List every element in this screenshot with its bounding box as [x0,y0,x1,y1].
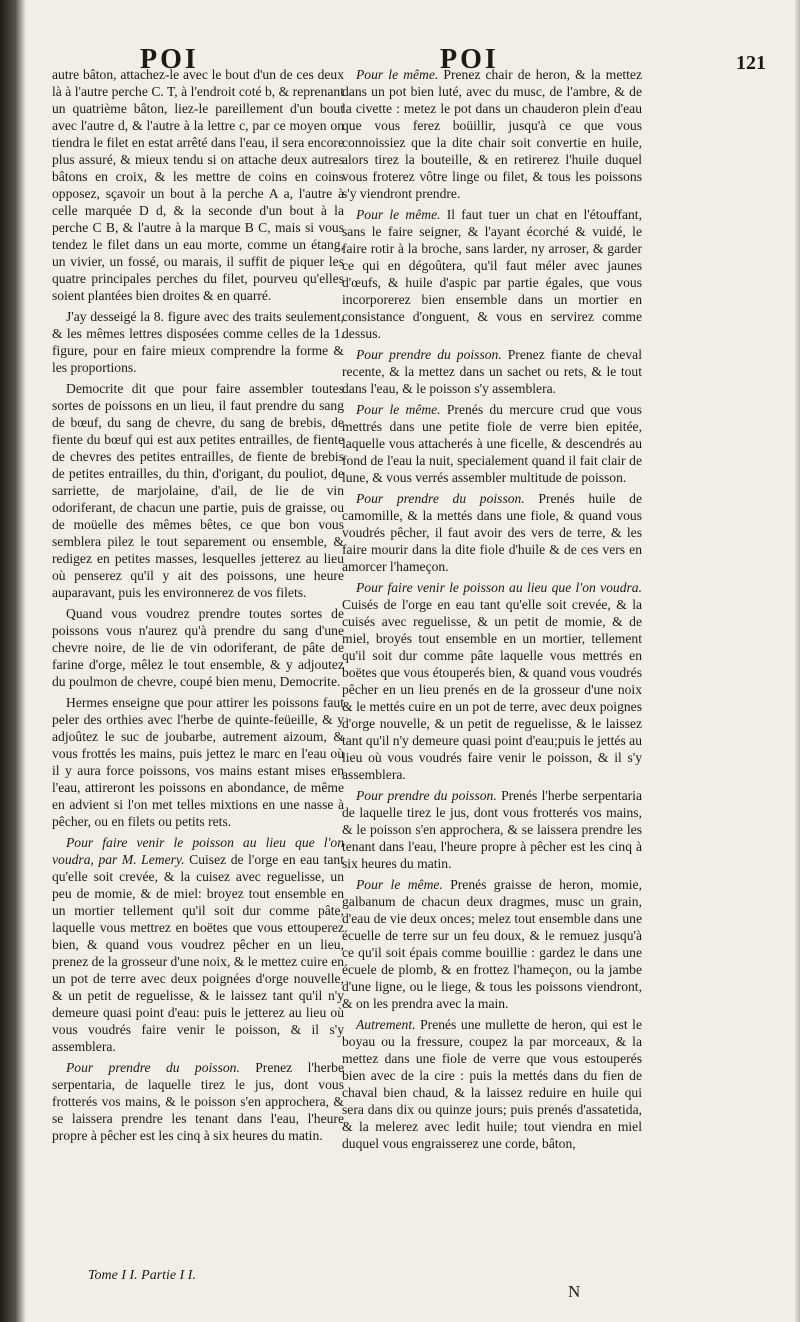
paragraph [342,876,642,1012]
paragraph [52,308,344,376]
recipe-heading: Pour le même. [356,207,441,222]
paragraph-text: Prenés l'herbe serpentaria de laquelle tirez le jus, dont vous frotterés vos mains, & le poisson s'en approchera, & se laissera prendre les tenant dans l'eau, l'heure propre à pêcher est les cinq à six heures du matin. [342,788,642,871]
paragraph-text: Prenés du mercure crud que vous mettrés dans une petite fiole de verre bien epitée, laquelle vous attacherés à une ficelle, & descendrés au fond de l'eau la nuit, specialement quand il fait clair de lune, & vous verrés assembler multitude de poisson. [342,402,642,485]
paragraph-text: Prenés huile de camomille, & la mettés dans une fiole, & quand vous voudrés pêcher, il faut avoir des vers de terre, & les faire mourir dans la dite fiole d'huile & de ces vers en amorcer l'hameçon. [342,491,642,574]
paragraph-text: Cuisez de l'orge en eau tant qu'elle soit crevée, & la cuisez avec reguelisse, un peu de momie, & de miel: broyez tout ensemble en un mortier tellement qu'il soit dur comme pâte, laquelle vous mettrez en boëtes que vous ettouperez bien, & quand vous voudrez pêcher en un lieu, prenez de la grosseur d'une noix, & le mettez cuire en un pot de terre avec deux poignées d'orge nouvelle, & un petit de reguelisse, & le laissez tant qu'il n'y demeure quasi point d'eau: puis le jetterez au lieu où vous voudrés faire venir le poisson, & il s'y assemblera. [52,852,344,1054]
paragraph-text: Prenés graisse de heron, momie, galbanum de chacun deux dragmes, musc un grain, d'eau de vie deux onces; melez tout ensemble dans une écuelle de terre sur un feu doux, & le remuez jusqu'à ce qu'il soit épais comme bouillie : gardez le dans une écuele de plomb, & en frottez l'hameçon, ou la jambe d'une ligne, ou le liege, & tous les poissons viendront, & on les prendra avec la main. [342,877,642,1011]
paragraph-text: Democrite dit que pour faire assembler toutes sortes de poissons en un lieu, il faut prendre du sang de bœuf, du sang de chevre, du sang de brebis, de fiente du bœuf qui est aux petites entrailles, de fiente de chevres des petites entrailles, de fiente de brebis de petites entrailles, du thin, d'origant, du pouliot, de sarriette, de marjolaine, d'ail, de lie de vin odoriferant, de chacun une partie, puis de graisse, ou de moüelle des mêmes bêtes, ce que bon vous semblera pilez le tout separement ou ensemble, & redigez en petites masses, lesquelles jetterez au lieu où penserez qu'il y ait des poissons, une heure auparavant, puis les environnerez de vos filets. [52,381,344,600]
running-head-left: POI [140,44,199,75]
recipe-heading: Pour prendre du poisson. [66,1060,240,1075]
recipe-heading: Pour prendre du poisson. [356,347,502,362]
paragraph-text: Prenez chair de heron, & la mettez dans un pot bien luté, avec du musc, de l'ambre, & de la civette : metez le pot dans un chauderon plein d'eau que vous ferez boüillir, jusqu'à ce que vous connoissiez que la dite chair soit convertie en huile, alors tirez la bouteille, & en retirerez l'huile duquel vous froterez vôtre linge ou filet, & tous les poissons s'y viendront prendre. [342,67,642,201]
paragraph [342,579,642,783]
paragraph [52,380,344,601]
recipe-heading: Pour prendre du poisson. [356,491,525,506]
paragraph [52,605,344,690]
right-column [342,66,642,1156]
paragraph-text: Prenés une mullette de heron, qui est le boyau ou la fressure, coupez la par morceaux, & la mettez dans une fiole de verre que vous estouperés bien avec de la cire : puis la mettés dans du fien de chaval bien chaud, & la laissez reduire en huile qui sera dans dix ou quinze jours; puis prenés d'assatetida, & la melerez avec ledit huile; tout viendra en miel duquel vous engraisserez une corde, bâton, [342,1017,642,1151]
recipe-heading: Pour faire venir le poisson au lieu que l'on voudra, par M. Lemery. [52,835,344,867]
recipe-heading: Autrement. [356,1017,416,1032]
paragraph [342,346,642,397]
paragraph-text: Prenez l'herbe serpentaria, de laquelle tirez le jus, dont vous frotterés vos mains, & le poisson s'en approchera, & se laissera prendre les tenant dans l'eau, l'heure propre à pêcher est les cinq à six heures du matin. [52,1060,344,1143]
paragraph [52,66,344,304]
paragraph [342,66,642,202]
paragraph-text: J'ay desseigé la 8. figure avec des traits seulement, & les mêmes lettres disposées comme celles de la 1. figure, pour en faire mieux comprendre la forme & les proportions. [52,309,344,375]
paragraph [342,401,642,486]
recipe-heading: Pour le même. [356,402,441,417]
paragraph [342,1016,642,1152]
recipe-heading: Pour le même. [356,877,443,892]
paragraph [342,490,642,575]
recipe-heading: Pour le même. [356,67,439,82]
volume-footer: Tome I I. Partie I I. [88,1268,196,1283]
binding-gutter [0,0,26,1322]
paragraph [52,1059,344,1144]
recipe-heading: Pour prendre du poisson. [356,788,497,803]
paragraph-text: Il faut tuer un chat en l'étouffant, sans le faire seigner, & l'ayant écorché & vuidé, le faire rotir à la broche, sans larder, ny arroser, & garder ce qui en dégoûtera, qu'il faut méler avec jaunes d'œufs, & huile d'aspic par partie égales, que vous incorporerez bien ensemble dans un mortier en consistance d'onguent, & vous en servirez comme dessus. [342,207,642,341]
paragraph [52,694,344,830]
page-edge [794,0,800,1322]
paragraph [52,834,344,1055]
paragraph [342,206,642,342]
left-column [52,66,344,1148]
paragraph-text: Hermes enseigne que pour attirer les poissons faut peler des orthies avec l'herbe de quinte-feüeille, & y adjoûtez le suc de joubarbe, autrement aizoum, & vous frottés les mains, puis jettez le marc en l'eau où il y aura force poissons, vos mains estant mises en l'eau, attireront les poissons en abondance, de même en advient si l'on met telles mixtions en une nasse à pêcher, ou en filets ou petits rets. [52,695,344,829]
recipe-heading: Pour faire venir le poisson au lieu que l'on voudra. [356,580,642,595]
running-head-right: POI [440,44,499,75]
paragraph-text: autre bâton, attachez-le avec le bout d'un de ces deux là à l'autre perche C. T, à l'endroit coté b, & reprenant un quatrième bâton, liez-le pareillement d'un bout avec l'autre d, & l'autre à la lettre c, par ce moyen on tiendra le filet en estat arrêté dans l'eau, il sera encore plus assuré, & mieux tendu si on attache deux autres bâtons en croix, & les mettre de coins en coins opposez, sçavoir un bout à la perche A a, l'autre à celle marquée D d, & la seconde d'un bout à la perche C B, & l'autre à la marque B C, mais si vous tendez le filet dans un eau morte, comme un étang, un vivier, un fossé, ou marais, il suffit de piquer les quatre principales perches du filet, pourveu qu'elles soient plantées bien droites & en quarré. [52,67,344,303]
page-number: 121 [736,52,766,74]
paragraph [342,787,642,872]
paragraph-text: Prenez fiante de cheval recente, & la mettez dans un sachet ou rets, & le tout dans l'eau, & le poisson s'y assemblera. [342,347,642,396]
paragraph-text: Cuisés de l'orge en eau tant qu'elle soit crevée, & la cuisés avec reguelisse, & un petit de momie, & de miel, broyés tout ensemble en un mortier, tellement qu'il soit dur comme pâte laquelle vous mettrés en boëtes que vous étouperés bien, & quand vous voudrés pêcher en un lieu prenés en de la grosseur d'une noix & le mettés cuire en un pot de terre, avec deux poignes d'orge nouvelle, & un petit de reguelisse, & le laissez tant qu'il n'y demeure quasi point d'eau;puis le jettés au lieu où vous voudrés faire venir le poisson, & il s'y assemblera. [342,597,642,782]
paragraph-text: Quand vous voudrez prendre toutes sortes de poissons vous n'aurez qu'à prendre du sang d'une chevre noire, de lie de vin odoriferant, de pâte de farine d'orge, mêlez le tout ensemble, & y adjoutez du poulmon de chevre, coupé bien menu, Democrite. [52,606,344,689]
signature-mark: N [568,1282,581,1301]
